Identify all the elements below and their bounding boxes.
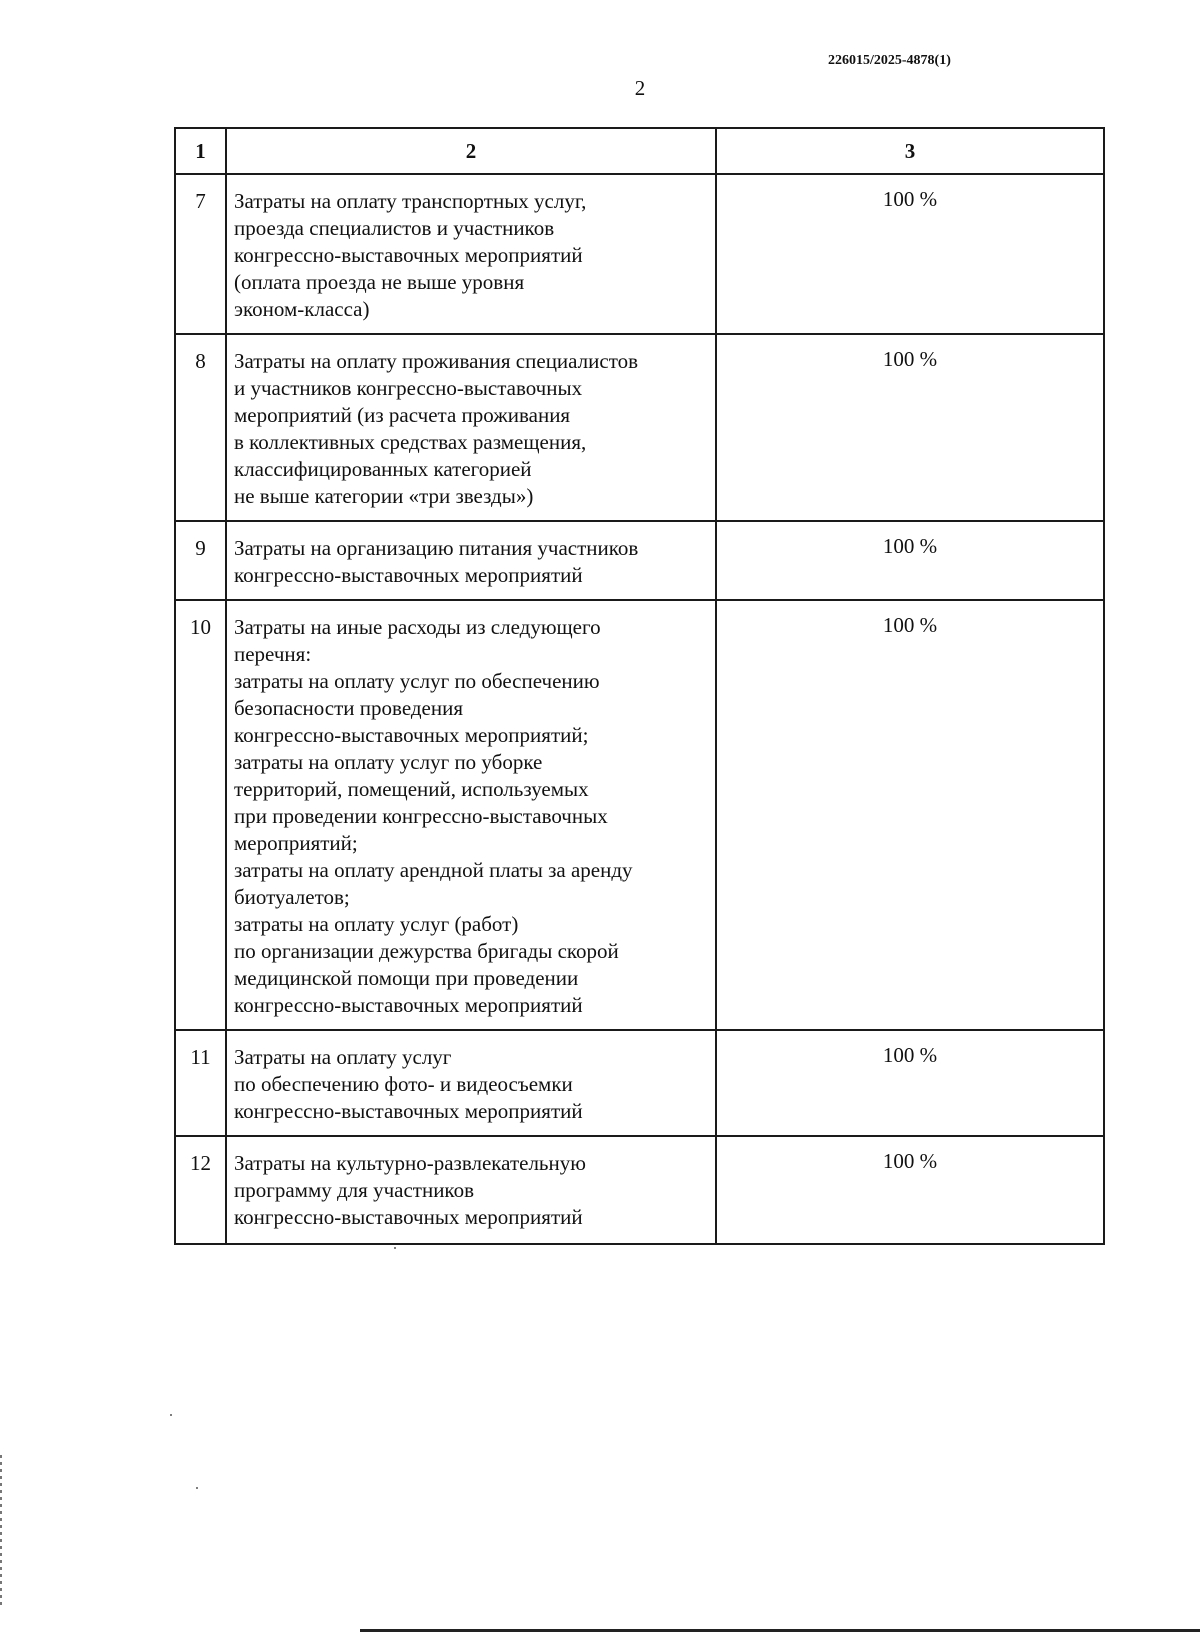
column-header-number: 1 [175,128,226,174]
column-header-percent: 3 [716,128,1104,174]
description-line: Затраты на оплату услуг [234,1045,452,1069]
description-line: безопасности проведения [234,696,464,720]
table-row [175,1136,1104,1244]
table-header-row [175,128,1104,174]
description-line: затраты на оплату арендной платы за аренду [234,858,633,882]
table-row [175,600,1104,1030]
row-description [226,1030,716,1136]
row-percent: 100 % [716,1030,1104,1136]
description-line: территорий, помещений, используемых [234,777,589,801]
row-percent: 100 % [716,600,1104,1030]
description-line: Затраты на оплату проживания специалистов [234,349,639,373]
table-row [175,1030,1104,1136]
description-line: конгрессно-выставочных мероприятий; [234,723,589,747]
description-line: мероприятий; [234,831,358,855]
description-line: затраты на оплату услуг по уборке [234,750,543,774]
description-line: и участников конгрессно-выставочных [234,376,583,400]
table-row [175,174,1104,334]
description-line: Затраты на организацию питания участников [234,536,639,560]
description-line: программу для участников [234,1178,474,1202]
description-line: биотуалетов; [234,885,350,909]
description-line: затраты на оплату услуг (работ) [234,912,519,936]
scan-bottom-edge [360,1629,1200,1632]
row-percent: 100 % [716,174,1104,334]
description-line: конгрессно-выставочных мероприятий [234,563,583,587]
description-line: Затраты на иные расходы из следующего [234,615,601,639]
description-line: затраты на оплату услуг по обеспечению [234,669,600,693]
description-line: по обеспечению фото- и видеосъемки [234,1072,573,1096]
row-percent: 100 % [716,334,1104,521]
description-line: при проведении конгрессно-выставочных [234,804,608,828]
document-registration-number: 226015/2025-4878(1) [828,53,951,68]
page-number: 2 [634,76,646,100]
row-number: 12 [175,1136,226,1244]
description-line: классифицированных категорией [234,457,532,481]
description-line: не выше категории «три звезды») [234,484,534,508]
scan-edge-mark [0,1455,2,1605]
description-line: конгрессно-выставочных мероприятий [234,1099,583,1123]
row-number: 7 [175,174,226,334]
row-description [226,334,716,521]
description-line: мероприятий (из расчета проживания [234,403,571,427]
table-row [175,521,1104,600]
description-line: Затраты на оплату транспортных услуг, [234,189,587,213]
description-line: конгрессно-выставочных мероприятий [234,993,583,1017]
row-number: 8 [175,334,226,521]
column-header-description: 2 [226,128,716,174]
row-description [226,521,716,600]
description-line: конгрессно-выставочных мероприятий [234,1205,583,1229]
description-line: по организации дежурства бригады скорой [234,939,619,963]
description-line: Затраты на культурно-развлекательную [234,1151,586,1175]
description-line: конгрессно-выставочных мероприятий [234,243,583,267]
scan-speck [394,1247,396,1249]
row-description [226,600,716,1030]
cost-items-table [174,127,1105,1245]
description-line: (оплата проезда не выше уровня [234,270,525,294]
row-number: 11 [175,1030,226,1136]
description-line: в коллективных средствах размещения, [234,430,587,454]
row-number: 10 [175,600,226,1030]
row-percent: 100 % [716,1136,1104,1244]
row-description [226,1136,716,1244]
row-number: 9 [175,521,226,600]
description-line: перечня: [234,642,312,666]
scan-speck [170,1414,172,1416]
description-line: проезда специалистов и участников [234,216,555,240]
scan-speck [196,1487,198,1489]
table-row [175,334,1104,521]
row-description [226,174,716,334]
description-line: эконом-класса) [234,297,370,321]
row-percent: 100 % [716,521,1104,600]
description-line: медицинской помощи при проведении [234,966,579,990]
